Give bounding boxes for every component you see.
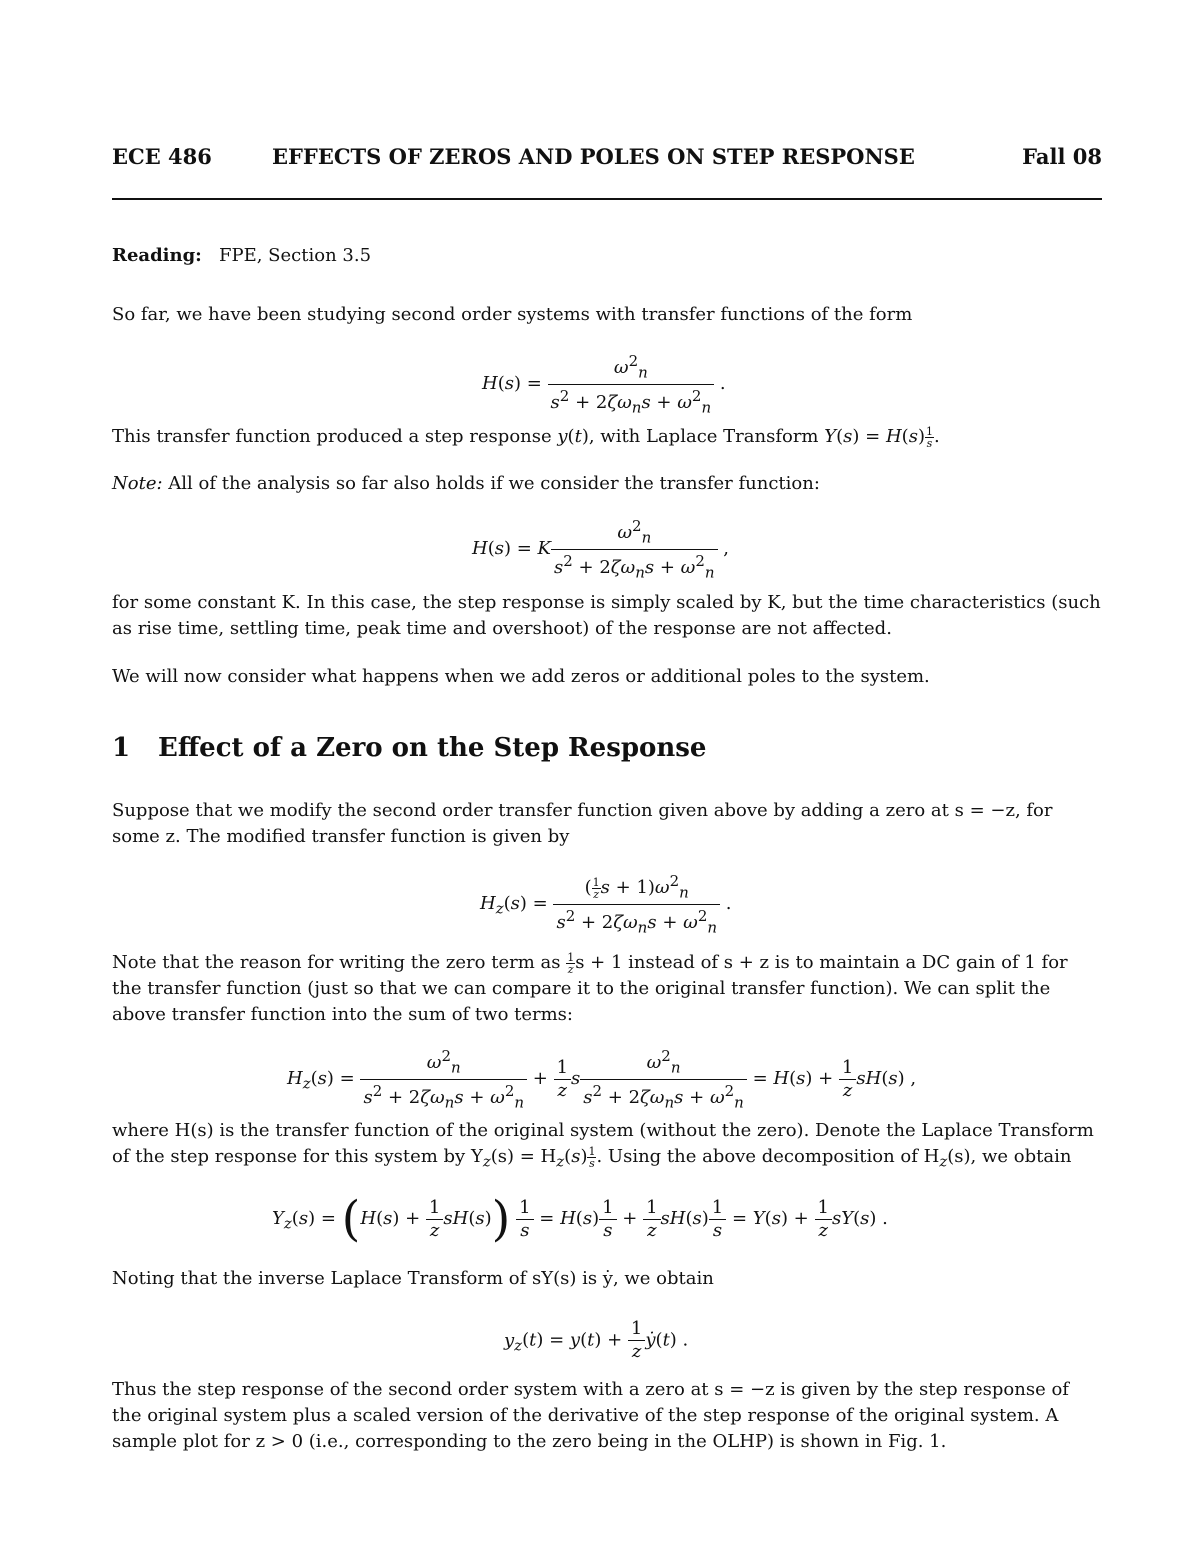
section-title: Effect of a Zero on the Step Response [158,733,707,763]
reading-text: FPE, Section 3.5 [219,245,372,266]
equation-yz-decomposition: $Y_z(s) = (H(s)$ + $\frac{1}{z}$ sH(s)) $\frac{1}{s}$ = H(s) $\frac{1}{s}$ + $\frac{1}{z}$ sH(s) $\frac{1}{s}$ = Y(s) + $\frac{1}{z}$ sY(s) . [272,1191,888,1247]
reading-label: Reading: [112,245,202,266]
paragraph-zeros-poles: We will now consider what happens when we add zeros or additional poles to the system. [112,666,930,687]
section-heading [112,733,706,763]
equation-yz-time-domain: $y_z(t) = y(t)$ + $\frac{1}{z}$ ẏ(t) . [504,1318,689,1362]
section-number: 1 [112,733,131,763]
equation-scaled-transfer-function: H(s) = K $\frac{\omega^2_n}{s^2 + 2\zeta\omega_ns + \omega^2_n}$ , [472,517,730,582]
paragraph-step-response: This transfer function produced a step response y(t), with Laplace Transform Y(s) = H(s) $\frac{1}{s}$ . [112,424,940,450]
paragraph-note: Note: All of the analysis so far also holds if we consider the transfer function: [112,473,820,494]
paragraph-inverse-laplace: Noting that the inverse Laplace Transform of sY(s) is ẏ, we obtain [112,1268,714,1289]
paragraph-conclusion: Thus the step response of the second order system with a zero at s = −z is given by the step response of the original system plus a scaled version of the derivative of the step response of the original system. A sample plot for z > 0 (i.e., corresponding to the zero being in the OLHP) is shown in Fig. 1. [112,1379,1069,1452]
paragraph-add-zero: Suppose that we modify the second order transfer function given above by adding a zero at s = −z, for some z. The modified transfer function is given by [112,800,1053,847]
paragraph-dc-gain: Note that the reason for writing the zero term as $\frac{1}{z}$ s + 1 instead of s + z is to maintain a DC gain of 1 for the transfer function (just so that we can compare it to the original transfer function). We can split the above transfer function into the sum of two terms: [112,950,1068,1025]
document-title: EFFECTS OF ZEROS AND POLES ON STEP RESPONSE [272,144,915,169]
paragraph-intro: So far, we have been studying second order systems with transfer functions of the form [112,304,913,325]
header-rule [112,198,1102,200]
paragraph-constant-k: for some constant K. In this case, the step response is simply scaled by K, but the time characteristics (such as rise time, settling time, peak time and overshoot) of the response are not affected. [112,592,1101,639]
equation-modified-transfer-function: $H_z(s)$ = ( $\frac{1}{z}$ $s + 1)\omega^2_n$ $s^2 + 2\zeta\omega_ns + \omega^2_n$ . [480,872,732,937]
reading-line [112,243,1102,269]
equation-split-terms: $H_z(s)$ = $\frac{\omega^2_n}{s^2 + 2\zeta\omega_ns + \omega^2_n}$ + $\frac{1}{z}$ s $\frac{\omega^2_n}{s^2 + 2\zeta\omega_ns + \omega^2_n}$ = H(s) + $\frac{1}{z}$ sH(s) , [287,1047,917,1112]
course-code: ECE 486 [112,144,212,169]
equation-transfer-function: H(s) = $\frac{\omega^2_n}{s^2 + 2\zeta\omega_ns + \omega^2_n}$ . [482,352,726,417]
term-label: Fall 08 [1022,144,1102,169]
paragraph-laplace-ys: where H(s) is the transfer function of the original system (without the zero). Denote the Laplace Transform of the step response for this system by $Y_z(s) = H_z(s)$ $\frac{1}{s}$ . Using the above decomposition of $H_z(s)$, we obtain [112,1120,1094,1171]
